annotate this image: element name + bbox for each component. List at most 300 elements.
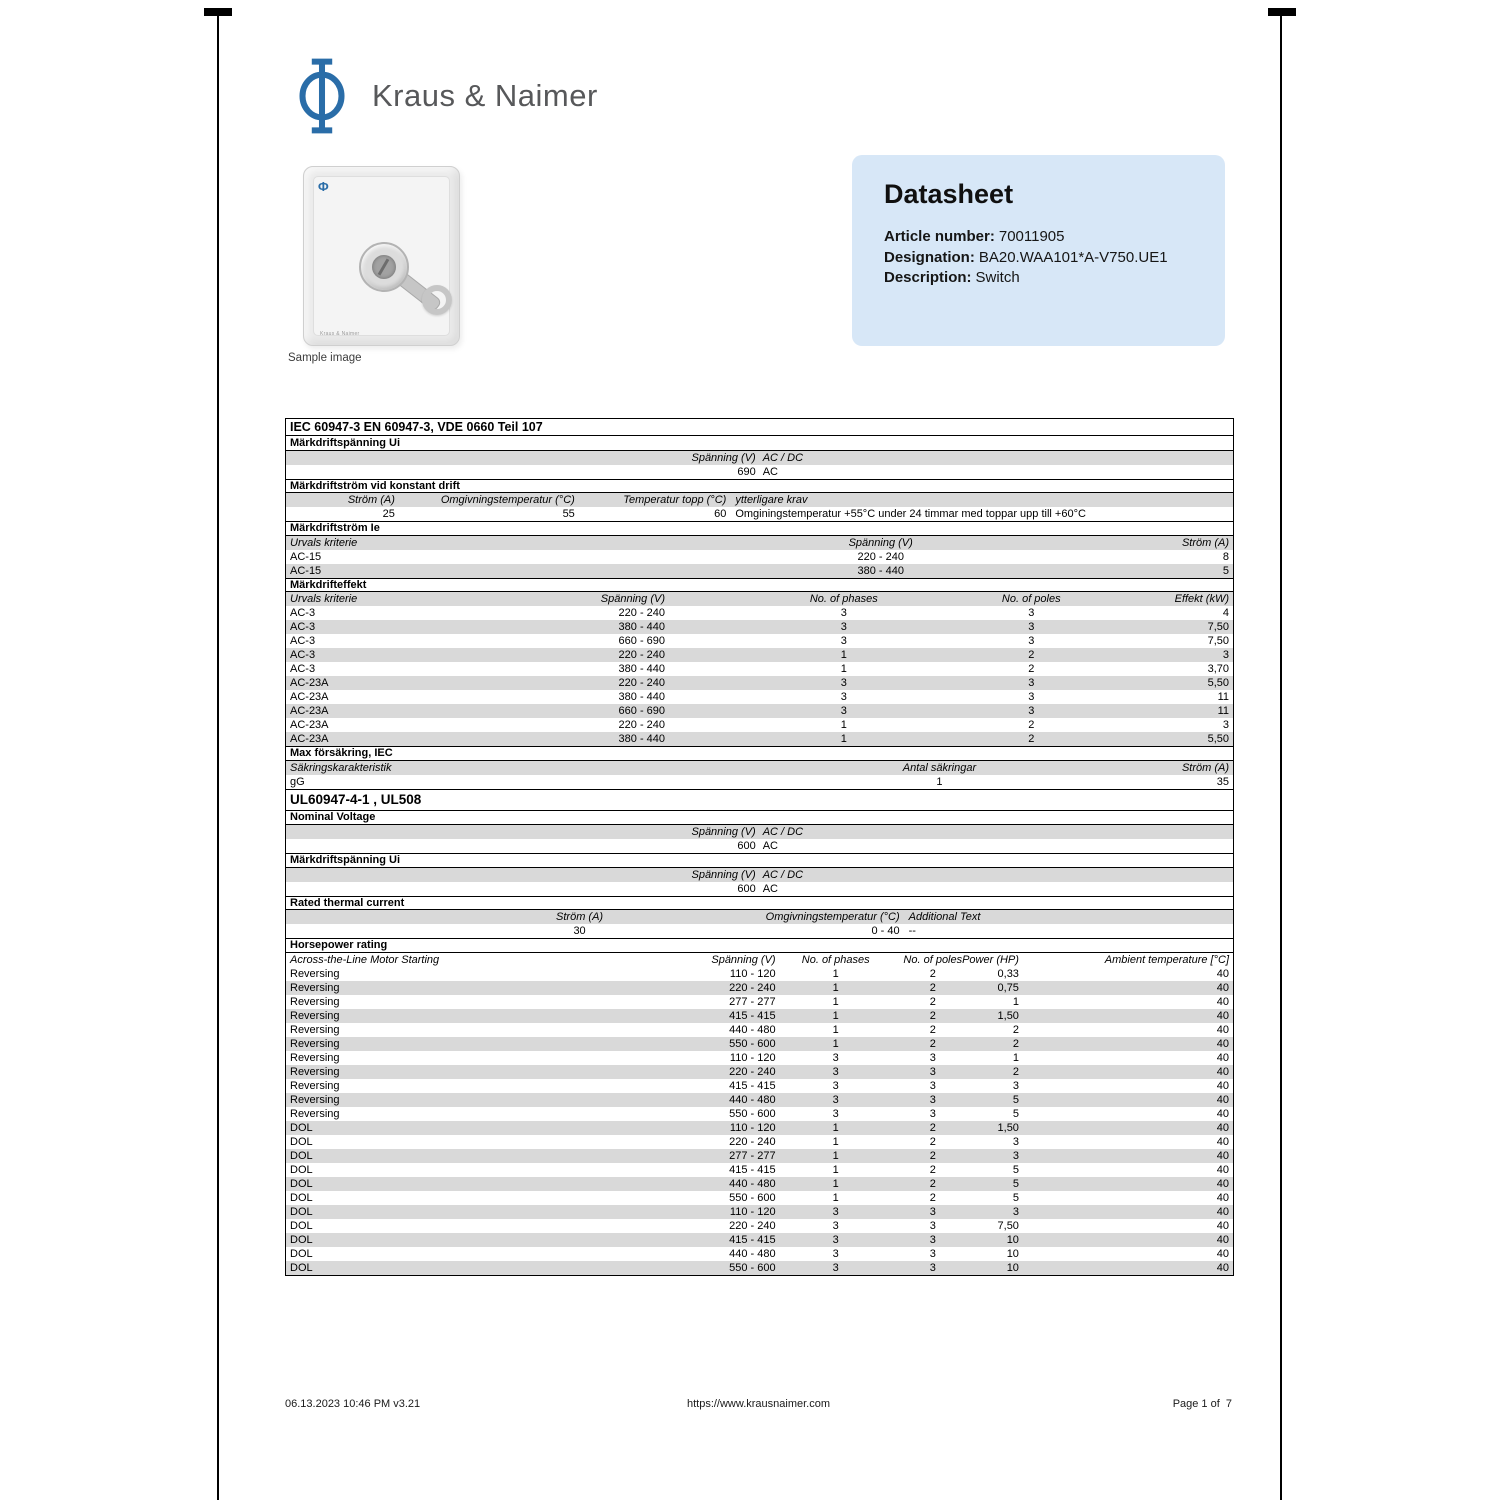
table-row (286, 967, 1233, 981)
table-cell: 40 (1216, 995, 1229, 1008)
table-cell: 0 - 40 (871, 925, 900, 937)
table-cell: Max försäkring, IEC (290, 747, 393, 760)
table-cell: AC (762, 465, 778, 478)
table-cell: 3 (840, 705, 847, 717)
table-cell: Reversing (290, 995, 340, 1008)
table-cell: 220 - 240 (618, 649, 666, 661)
table-cell: DOL (290, 1247, 313, 1260)
table-row (286, 1065, 1233, 1079)
table-cell: 40 (1216, 1051, 1229, 1064)
table-cell: Spänning (V) (691, 868, 756, 881)
table-cell: 3 (929, 1205, 936, 1218)
table-row (286, 1051, 1233, 1065)
table-cell: Additional Text (908, 911, 981, 923)
table-cell: 2 (1012, 1065, 1019, 1078)
table-cell: 380 - 440 (618, 663, 666, 675)
table-cell: 40 (1216, 1177, 1229, 1190)
table-cell: 40 (1216, 1037, 1229, 1050)
table-cell: Urvals kriterie (290, 536, 358, 549)
table-row (286, 839, 1233, 853)
table-cell: 55 (562, 508, 575, 520)
plate-brand-text: Kraus & Naimer (320, 331, 360, 337)
table-cell: 3 (832, 1205, 839, 1218)
table-cell: 380 - 440 (618, 691, 666, 703)
table-row (286, 761, 1233, 775)
table-cell: 2 (929, 1149, 936, 1162)
table-row (286, 1191, 1233, 1205)
table-cell: 220 - 240 (729, 1135, 776, 1148)
table-cell: 25 (382, 508, 395, 520)
table-cell: 5,50 (1207, 733, 1229, 745)
table-cell: 277 - 277 (729, 995, 776, 1008)
table-cell: AC-3 (290, 621, 316, 633)
table-cell: DOL (290, 1219, 313, 1232)
table-cell: IEC 60947-3 EN 60947-3, VDE 0660 Teil 107 (290, 420, 543, 434)
table-cell: Märkdriftström vid konstant drift (290, 479, 460, 492)
table-cell: 5 (1222, 564, 1229, 577)
table-cell: 1 (832, 1135, 839, 1148)
table-row (286, 592, 1233, 606)
table-cell: Reversing (290, 1093, 340, 1106)
table-row (286, 1177, 1233, 1191)
table-cell: 2 (929, 1163, 936, 1176)
table-cell: Ström (A) (1181, 536, 1229, 549)
table-cell: AC-3 (290, 649, 316, 661)
table-cell: 40 (1216, 1079, 1229, 1092)
table-cell: AC-23A (290, 691, 329, 703)
page-edge-line-left (217, 8, 219, 1500)
table-cell: 3 (840, 635, 847, 647)
datasheet-title: Datasheet (884, 179, 1014, 209)
datasheet-fields (884, 227, 1193, 289)
table-cell: 3 (832, 1107, 839, 1120)
table-cell: Reversing (290, 1051, 340, 1064)
table-cell: 1 (1012, 995, 1019, 1008)
table-cell: 690 (737, 465, 756, 478)
table-row (286, 1261, 1233, 1275)
table-cell: 220 - 240 (618, 719, 666, 731)
table-cell: DOL (290, 1121, 313, 1134)
table-cell: 3 (1012, 1079, 1019, 1092)
table-cell: 220 - 240 (729, 1065, 776, 1078)
table-cell: 600 (737, 840, 756, 852)
table-cell: Omginingstemperatur +55°C under 24 timmar med toppar upp till +60°C (735, 508, 1086, 520)
table-cell: 1 (832, 1149, 839, 1162)
page-edge-line-right (1280, 8, 1282, 1500)
table-cell: Märkdriftspänning Ui (290, 854, 401, 867)
table-cell: 40 (1216, 1023, 1229, 1036)
table-cell: 1 (936, 775, 943, 788)
table-cell: Spänning (V) (691, 451, 756, 464)
table-cell: AC-15 (290, 550, 322, 563)
table-cell: 110 - 120 (729, 1051, 776, 1064)
table-cell: 40 (1216, 1163, 1229, 1176)
table-row (286, 995, 1233, 1009)
table-cell: 3 (929, 1247, 936, 1260)
table-cell: DOL (290, 1163, 313, 1176)
table-row (286, 789, 1233, 811)
table-cell: Spänning (V) (600, 593, 666, 605)
table-cell: 440 - 480 (729, 1093, 776, 1106)
table-row (286, 1233, 1233, 1247)
field-value: 70011905 (998, 228, 1065, 245)
table-cell: 5 (1012, 1177, 1019, 1190)
table-cell: 550 - 600 (729, 1261, 776, 1274)
table-cell: 660 - 690 (618, 705, 666, 717)
table-cell: 30 (573, 925, 586, 937)
table-row (286, 662, 1233, 676)
table-cell: 2 (929, 1177, 936, 1190)
table-cell: Effekt (kW) (1174, 593, 1229, 605)
table-cell: 3 (1012, 1205, 1019, 1218)
table-cell: 40 (1216, 1065, 1229, 1078)
brand-name: Kraus & Naimer (372, 78, 598, 113)
article-number-field (884, 227, 1193, 248)
table-cell: 440 - 480 (729, 1177, 776, 1190)
table-cell: AC / DC (762, 868, 804, 881)
table-cell: 220 - 240 (618, 677, 666, 689)
table-row (286, 1009, 1233, 1023)
table-cell: 2 (1028, 733, 1035, 745)
table-cell: ytterligare krav (735, 494, 808, 506)
table-cell: Ambient temperature [°C] (1104, 953, 1229, 966)
table-cell: 3 (929, 1065, 936, 1078)
table-cell: 3 (929, 1051, 936, 1064)
table-cell: gG (290, 775, 305, 788)
table-cell: Across-the-Line Motor Starting (290, 953, 440, 966)
table-cell: Spänning (V) (848, 536, 913, 549)
table-cell: Power (HP) (962, 953, 1019, 966)
table-cell: 5 (1012, 1093, 1019, 1106)
table-cell: 110 - 120 (729, 1121, 776, 1134)
table-cell: 40 (1216, 1191, 1229, 1204)
table-cell: 40 (1216, 1149, 1229, 1162)
table-cell: 1 (832, 1009, 839, 1022)
table-cell: AC / DC (762, 451, 804, 464)
table-cell: 3 (1012, 1149, 1019, 1162)
table-row (286, 1149, 1233, 1163)
table-row (286, 1135, 1233, 1149)
table-cell: 1 (840, 663, 847, 675)
table-cell: Märkdriftspänning Ui (290, 436, 401, 449)
table-row (286, 1093, 1233, 1107)
table-row (286, 825, 1233, 839)
table-cell: 2 (929, 1037, 936, 1050)
table-row (286, 493, 1233, 507)
table-cell: Märkdrifteffekt (290, 578, 367, 591)
table-cell: Reversing (290, 1107, 340, 1120)
table-cell: AC-3 (290, 663, 316, 675)
table-row (286, 868, 1233, 882)
table-row (286, 1079, 1233, 1093)
spec-table (285, 418, 1234, 1276)
table-cell: 550 - 600 (729, 1037, 776, 1050)
table-row (286, 419, 1233, 436)
table-cell: 3 (1028, 635, 1035, 647)
table-cell: 40 (1216, 1261, 1229, 1274)
table-cell: 3 (832, 1219, 839, 1232)
table-cell: 5 (1012, 1191, 1019, 1204)
table-cell: 1 (832, 1163, 839, 1176)
table-cell: DOL (290, 1149, 313, 1162)
table-cell: No. of poles (1001, 593, 1061, 605)
crop-mark-top-left (204, 8, 232, 16)
table-cell: 3 (832, 1261, 839, 1274)
table-row (286, 1219, 1233, 1233)
table-cell: 2 (1012, 1023, 1019, 1036)
table-cell: Omgivningstemperatur (°C) (765, 911, 900, 923)
table-cell: DOL (290, 1177, 313, 1190)
table-cell: No. of phases (801, 953, 870, 966)
table-row (286, 676, 1233, 690)
table-cell: 3 (929, 1219, 936, 1232)
table-cell: 1 (1012, 1051, 1019, 1064)
table-cell: Reversing (290, 981, 340, 994)
table-cell: 35 (1216, 775, 1229, 788)
table-row (286, 507, 1233, 521)
table-cell: 1 (832, 1121, 839, 1134)
table-cell: 3 (1222, 649, 1229, 661)
table-row (286, 648, 1233, 662)
key-cylinder-core (372, 255, 396, 279)
table-cell: 2 (1028, 649, 1035, 661)
table-cell: 0,33 (997, 967, 1019, 980)
table-cell: 2 (1012, 1037, 1019, 1050)
table-row (286, 1023, 1233, 1037)
table-row (286, 634, 1233, 648)
table-cell: Reversing (290, 1079, 340, 1092)
table-cell: 3 (832, 1079, 839, 1092)
table-cell: Rated thermal current (290, 896, 405, 909)
table-row (286, 981, 1233, 995)
table-cell: 10 (1006, 1261, 1019, 1274)
table-cell: 550 - 600 (729, 1191, 776, 1204)
table-cell: Spänning (V) (691, 826, 756, 838)
table-cell: 7,50 (1207, 635, 1229, 647)
table-cell: 1 (832, 995, 839, 1008)
table-cell: 600 (737, 882, 756, 895)
table-cell: DOL (290, 1205, 313, 1218)
table-row (286, 1247, 1233, 1261)
table-cell: Märkdriftström Ie (290, 522, 380, 535)
table-row (286, 564, 1233, 578)
table-row (286, 732, 1233, 746)
table-cell: 2 (1028, 663, 1035, 675)
table-row (286, 521, 1233, 536)
description-field (884, 268, 1193, 289)
table-row (286, 882, 1233, 896)
table-cell: 110 - 120 (729, 967, 776, 980)
table-cell: 220 - 240 (618, 607, 666, 619)
table-cell: 3 (929, 1079, 936, 1092)
table-row (286, 811, 1233, 826)
key-cylinder-icon (359, 242, 409, 292)
table-cell: 1 (832, 1177, 839, 1190)
table-cell: 40 (1216, 1107, 1229, 1120)
table-row (286, 775, 1233, 789)
table-cell: 380 - 440 (618, 621, 666, 633)
table-cell: AC-3 (290, 607, 316, 619)
table-cell: 2 (929, 1135, 936, 1148)
field-value: BA20.WAA101*A-V750.UE1 (978, 248, 1168, 266)
table-cell: AC / DC (762, 826, 804, 838)
table-cell: 11 (1217, 705, 1229, 717)
table-cell: Reversing (290, 1037, 340, 1050)
table-cell: 40 (1216, 967, 1229, 980)
table-row (286, 746, 1233, 761)
table-row (286, 718, 1233, 732)
table-cell: 3 (929, 1233, 936, 1246)
table-cell: 40 (1216, 1135, 1229, 1148)
table-cell: 660 - 690 (618, 635, 666, 647)
table-cell: Horsepower rating (290, 939, 388, 952)
table-cell: 415 - 415 (729, 1163, 776, 1176)
table-cell: UL60947-4-1 , UL508 (290, 792, 422, 807)
table-cell: 40 (1216, 1093, 1229, 1106)
table-cell: 3 (840, 607, 847, 619)
table-row (286, 578, 1233, 593)
table-cell: DOL (290, 1135, 313, 1148)
table-cell: 40 (1216, 1009, 1229, 1022)
table-cell: 2 (929, 1023, 936, 1036)
table-cell: 40 (1216, 1219, 1229, 1232)
table-cell: 415 - 415 (729, 1079, 776, 1092)
table-cell: AC (762, 882, 778, 895)
table-cell: 40 (1216, 981, 1229, 994)
table-cell: AC-3 (290, 635, 316, 647)
table-cell: 2 (929, 1191, 936, 1204)
table-cell: Antal säkringar (902, 761, 977, 774)
table-row (286, 465, 1233, 479)
table-row (286, 910, 1233, 924)
table-cell: DOL (290, 1191, 313, 1204)
table-row (286, 606, 1233, 620)
table-row (286, 550, 1233, 564)
table-cell: 40 (1216, 1205, 1229, 1218)
table-cell: 2 (1028, 719, 1035, 731)
table-cell: 440 - 480 (729, 1247, 776, 1260)
table-cell: Reversing (290, 1065, 340, 1078)
table-cell: 3 (840, 621, 847, 633)
key-slot-icon (378, 258, 390, 275)
field-label: Description: (884, 269, 972, 286)
table-cell: 1 (832, 981, 839, 994)
table-cell: 2 (929, 967, 936, 980)
table-cell: 3 (832, 1051, 839, 1064)
table-cell: 40 (1216, 1233, 1229, 1246)
table-cell: 277 - 277 (729, 1149, 776, 1162)
table-cell: 550 - 600 (729, 1107, 776, 1120)
table-row (286, 1121, 1233, 1135)
table-cell: Omgivningstemperatur (°C) (440, 494, 575, 506)
table-cell: 10 (1006, 1247, 1019, 1260)
table-cell: 1 (832, 1037, 839, 1050)
footer-url-link[interactable]: https://www.krausnaimer.com (686, 1398, 831, 1410)
table-row (286, 690, 1233, 704)
kn-phi-logo-icon (296, 56, 348, 136)
brand-logo (296, 56, 598, 136)
table-cell: 5 (1012, 1163, 1019, 1176)
table-row (286, 896, 1233, 911)
table-cell: 3 (832, 1233, 839, 1246)
table-cell: 415 - 415 (729, 1233, 776, 1246)
table-cell: 3 (929, 1093, 936, 1106)
table-cell: 220 - 240 (729, 981, 776, 994)
table-cell: 1 (840, 733, 847, 745)
datasheet-panel (852, 155, 1225, 346)
table-cell: AC-23A (290, 677, 329, 689)
footer-date-version: 06.13.2023 10:46 PM v3.21 (285, 1398, 421, 1410)
table-cell: Nominal Voltage (290, 811, 376, 824)
table-cell: 3 (1028, 677, 1035, 689)
table-cell: 40 (1216, 1247, 1229, 1260)
field-label: Article number: (884, 228, 995, 245)
table-row (286, 1037, 1233, 1051)
table-cell: Reversing (290, 1009, 340, 1022)
table-cell: 1,50 (997, 1121, 1019, 1134)
page-footer (285, 1398, 1232, 1410)
table-cell: Urvals kriterie (290, 593, 358, 605)
table-cell: Ström (A) (1181, 761, 1229, 774)
table-cell: 3 (929, 1107, 936, 1120)
table-cell: 60 (714, 508, 727, 520)
table-cell: AC-23A (290, 733, 329, 745)
table-cell: AC-23A (290, 719, 329, 731)
table-row (286, 1107, 1233, 1121)
sample-image-caption: Sample image (288, 352, 362, 364)
table-cell: 3 (1028, 691, 1035, 703)
table-cell: 5 (1012, 1107, 1019, 1120)
table-cell: 3 (1028, 621, 1035, 633)
table-cell: No. of phases (809, 593, 878, 605)
table-cell: 3 (832, 1093, 839, 1106)
table-cell: 2 (929, 995, 936, 1008)
table-cell: Säkringskarakteristik (290, 761, 392, 774)
table-cell: Reversing (290, 1023, 340, 1036)
table-cell: 110 - 120 (729, 1205, 776, 1218)
table-cell: 415 - 415 (729, 1009, 776, 1022)
footer-page-number: Page 1 of 7 (1172, 1398, 1233, 1410)
table-cell: 220 - 240 (729, 1219, 776, 1232)
table-cell: 3 (929, 1261, 936, 1274)
table-cell: Ström (A) (347, 494, 395, 506)
table-cell: 1,50 (997, 1009, 1019, 1022)
table-cell: 3 (1028, 705, 1035, 717)
table-row (286, 536, 1233, 550)
designation-field (884, 248, 1193, 269)
table-cell: 8 (1222, 550, 1229, 563)
table-row (286, 620, 1233, 634)
table-cell: 220 - 240 (857, 550, 904, 563)
product-sample-image (303, 166, 460, 346)
table-row (286, 1163, 1233, 1177)
table-cell: 1 (832, 1191, 839, 1204)
table-row (286, 853, 1233, 868)
key-bow-icon (422, 285, 452, 315)
table-cell: 7,50 (997, 1219, 1019, 1232)
table-cell: DOL (290, 1233, 313, 1246)
table-cell: 1 (832, 967, 839, 980)
table-cell: No. of poles (903, 953, 963, 966)
table-cell: 3 (1222, 719, 1229, 731)
table-row (286, 953, 1233, 967)
table-cell: 3 (1012, 1135, 1019, 1148)
table-row (286, 451, 1233, 465)
table-cell: 2 (929, 981, 936, 994)
table-cell: 11 (1217, 691, 1229, 703)
table-cell: 0,75 (997, 981, 1019, 994)
table-cell: DOL (290, 1261, 313, 1274)
